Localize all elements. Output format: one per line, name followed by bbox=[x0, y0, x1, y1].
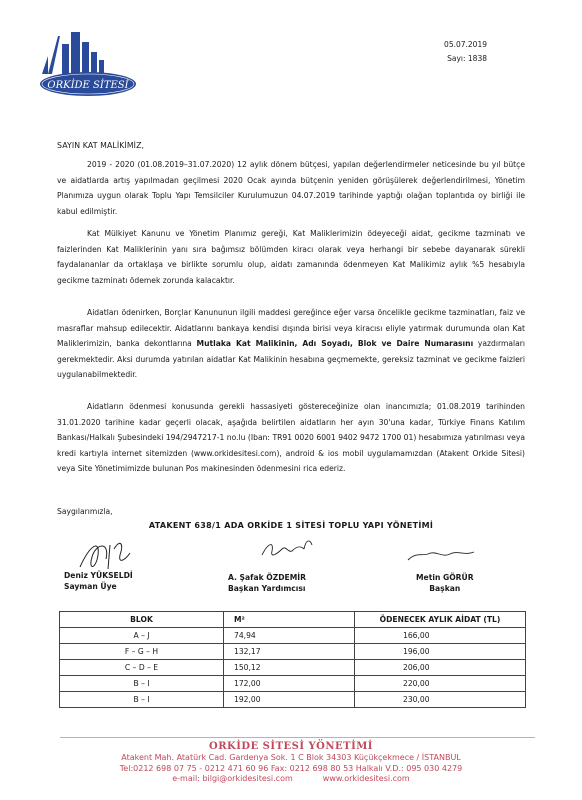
footer-phone: Tel:0212 698 07 75 - 0212 471 60 96 Fax: 0212 698 80 53 Halkalı V.D.: 095 030 4279 bbox=[119, 764, 463, 773]
signatory-title: Başkan Yardımcısı bbox=[228, 584, 306, 593]
table-row bbox=[60, 660, 526, 676]
handwritten-signature-2 bbox=[258, 535, 318, 563]
cell-blok: B – I bbox=[60, 676, 224, 692]
cell-area: 132,17 bbox=[224, 644, 355, 660]
paragraph-text: Aidatları ödenirken, Borçlar Kanununun ilgili maddesi gereğince eğer varsa öncelikle gecikme tazminatları, faiz ve masraflar mahsup edilecektir. Aidatlarını bankaya kendisi dışında birisi veya kiracısı eliyle yatırmak durumunda olan Kat Maliklerimizin, banka dekontlarına bbox=[57, 308, 525, 348]
cell-area: 172,00 bbox=[224, 676, 355, 692]
table-row bbox=[60, 692, 526, 708]
handwritten-signature-3 bbox=[404, 542, 484, 572]
paragraph-text: 2019 - 2020 (01.08.2019–31.07.2020) 12 aylık dönem bütçesi, yapılan değerlendirmeler neticesinde bu yıl bütçe ve aidatlarda artış yapılmadan geçilmesi 2020 Ocak ayında bütçenin yeniden görüşülerek değerlendirilmesi, Yönetim Planımıza uygun olarak Toplu Yapı Temsilciler Kurulumuzun 04.07.2019 tarihinde yaptığı olağan toplantıda oy birliği ile kabul edilmiştir. bbox=[57, 160, 525, 216]
column-header-area: M² bbox=[224, 612, 355, 628]
cell-blok: A – J bbox=[60, 628, 224, 644]
column-header-fee: ÖDENECEK AYLIK AİDAT (TL) bbox=[355, 612, 526, 628]
signatory-name: Metin GÖRÜR bbox=[416, 573, 474, 582]
paragraph-payment-methods bbox=[57, 399, 525, 477]
footer-divider bbox=[60, 737, 535, 738]
cell-blok: F – G – H bbox=[60, 644, 224, 660]
letter-footer bbox=[0, 741, 582, 783]
signatory-title: Sayman Üye bbox=[64, 582, 117, 591]
cell-area: 150,12 bbox=[224, 660, 355, 676]
signatory-name: Deniz YÜKSELDİ bbox=[64, 571, 133, 580]
signatory-title: Başkan bbox=[429, 584, 461, 593]
orkide-sitesi-logo bbox=[36, 30, 140, 100]
footer-email: e-mail: bilgi@orkidesitesi.com bbox=[172, 774, 293, 783]
cell-area: 192,00 bbox=[224, 692, 355, 708]
paragraph-text: Aidatların ödenmesi konusunda gerekli hassasiyeti göstereceğinize olan inancımızla; 01.08.2019 tarihinden 31.01.2020 tarihine kadar geçerli olacak, aşağıda belirtilen aidatların her ayın 30'una kadar, Türkiye Finans Katılım Bankası/Halkalı Şubesindeki 194/2947217-1 no.lu (Iban: TR91 0020 6001 9402 9472 1700 01) hesabımıza yatırılması veya kredi kartıyla internet sitemizden (www.orkidesitesi.com), android & ios mobil uygulamamızdan (Atakent Orkide Sitesi) veya Site Yönetimimizde bulunan Pos makinesinden ödenmesini rica ederiz. bbox=[57, 402, 525, 473]
footer-address: Atakent Mah. Atatürk Cad. Gardenya Sok. 1 C Blok 34303 Küçükçekmece / İSTANBUL bbox=[121, 753, 461, 762]
letter-date: 05.07.2019 bbox=[444, 40, 487, 49]
cell-blok: C – D – E bbox=[60, 660, 224, 676]
table-row bbox=[60, 676, 526, 692]
closing: Saygılarımızla, bbox=[57, 507, 113, 516]
footer-title: ORKİDE SİTESİ YÖNETİMİ bbox=[209, 741, 373, 752]
signatory-name: A. Şafak ÖZDEMİR bbox=[228, 573, 306, 582]
signatory-president bbox=[416, 572, 474, 594]
paragraph-text: yazdırmaları gerekmektedir. Aksi durumda yatırılan aidatlar Kat Malikinin hesabına geçmemekte, gereksiz tazminat ve gecikme faizleri uygulanabilmektedir. bbox=[57, 339, 525, 379]
paragraph-text: Kat Mülkiyet Kanunu ve Yönetim Planımız gereği, Kat Maliklerimizin ödeyeceği aidat, gecikme tazminatı ve faizlerinden Kat Maliklerinin yanı sıra bağımsız bölümden kiracı olarak veya herhangi bir sebebe dayanarak sürekli faydalananlar da ortaklaşa ve birlikte sorumlu olup, aidatı zamanında ödenmeyen Kat Malikimiz aylık %5 hesabıyla gecikme tazminatı ödemek zorunda kalacaktır. bbox=[57, 229, 525, 285]
letter-number: Sayı: 1838 bbox=[447, 54, 487, 63]
signatory-treasurer bbox=[64, 570, 133, 592]
cell-fee: 220,00 bbox=[355, 676, 526, 692]
table-header-row bbox=[60, 612, 526, 628]
cell-fee: 206,00 bbox=[355, 660, 526, 676]
handwritten-signature-1 bbox=[70, 535, 140, 575]
fee-table bbox=[59, 611, 526, 708]
paragraph-bold-text: Mutlaka Kat Malikinin, Adı Soyadı, Blok ve Daire Numarasını bbox=[196, 339, 474, 348]
table-row bbox=[60, 628, 526, 644]
salutation: SAYIN KAT MALİKİMİZ, bbox=[57, 141, 145, 150]
svg-text:ORKİDE SİTESİ: ORKİDE SİTESİ bbox=[47, 80, 129, 91]
letter-header bbox=[444, 38, 487, 66]
cell-area: 74,94 bbox=[224, 628, 355, 644]
cell-fee: 196,00 bbox=[355, 644, 526, 660]
cell-blok: B – I bbox=[60, 692, 224, 708]
signatory-vice-president bbox=[228, 572, 306, 594]
org-title: ATAKENT 638/1 ADA ORKİDE 1 SİTESİ TOPLU YAPI YÖNETİMİ bbox=[148, 521, 434, 530]
column-header-blok: BLOK bbox=[60, 612, 224, 628]
footer-website: www.orkidesitesi.com bbox=[322, 774, 410, 783]
paragraph-budget bbox=[57, 157, 525, 219]
cell-fee: 230,00 bbox=[355, 692, 526, 708]
table-row bbox=[60, 644, 526, 660]
cell-fee: 166,00 bbox=[355, 628, 526, 644]
paragraph-liability bbox=[57, 226, 525, 288]
paragraph-payment-rules bbox=[57, 305, 525, 383]
